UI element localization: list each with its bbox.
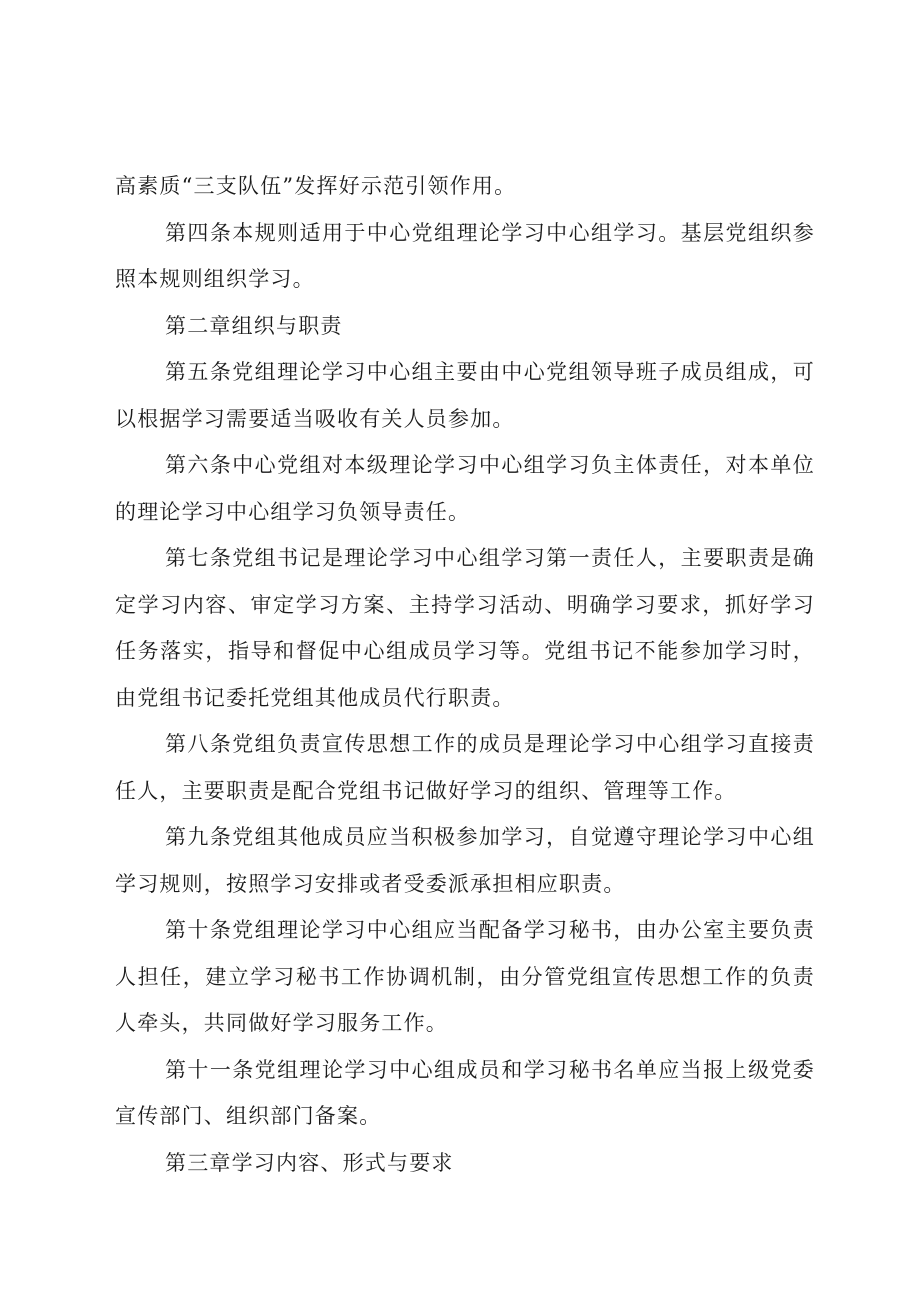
- article-9-paragraph: 第九条党组其他成员应当积极参加学习，自觉遵守理论学习中心组学习规则，按照学习安排或者受委派承担相应职责。: [115, 825, 815, 896]
- article-6-paragraph: 第六条中心党组对本级理论学习中心组学习负主体责任，对本单位的理论学习中心组学习负领导责任。: [115, 453, 815, 524]
- article-11-paragraph: 第十一条党组理论学习中心组成员和学习秘书名单应当报上级党委宣传部门、组织部门备案。: [115, 1057, 815, 1128]
- document-body: [115, 163, 815, 1186]
- article-7-paragraph: 第七条党组书记是理论学习中心组学习第一责任人，主要职责是确定学习内容、审定学习方案、主持学习活动、明确学习要求，抓好学习任务落实，指导和督促中心组成员学习等。党组书记不能参加学习时，由党组书记委托党组其他成员代行职责。: [115, 546, 815, 710]
- article-5-paragraph: 第五条党组理论学习中心组主要由中心党组领导班子成员组成，可以根据学习需要适当吸收有关人员参加。: [115, 360, 815, 431]
- article-8-paragraph: 第八条党组负责宣传思想工作的成员是理论学习中心组学习直接责任人，主要职责是配合党组书记做好学习的组织、管理等工作。: [115, 732, 815, 803]
- chapter-3-heading: 第三章学习内容、形式与要求: [165, 1150, 454, 1175]
- article-4-paragraph: 第四条本规则适用于中心党组理论学习中心组学习。基层党组织参照本规则组织学习。: [115, 220, 815, 291]
- chapter-2-heading: 第二章组织与职责: [165, 313, 343, 338]
- paragraph-continuation: 高素质“三支队伍”发挥好示范引领作用。: [115, 174, 517, 198]
- article-10-paragraph: 第十条党组理论学习中心组应当配备学习秘书，由办公室主要负责人担任，建立学习秘书工作协调机制，由分管党组宣传思想工作的负责人牵头，共同做好学习服务工作。: [115, 918, 815, 1035]
